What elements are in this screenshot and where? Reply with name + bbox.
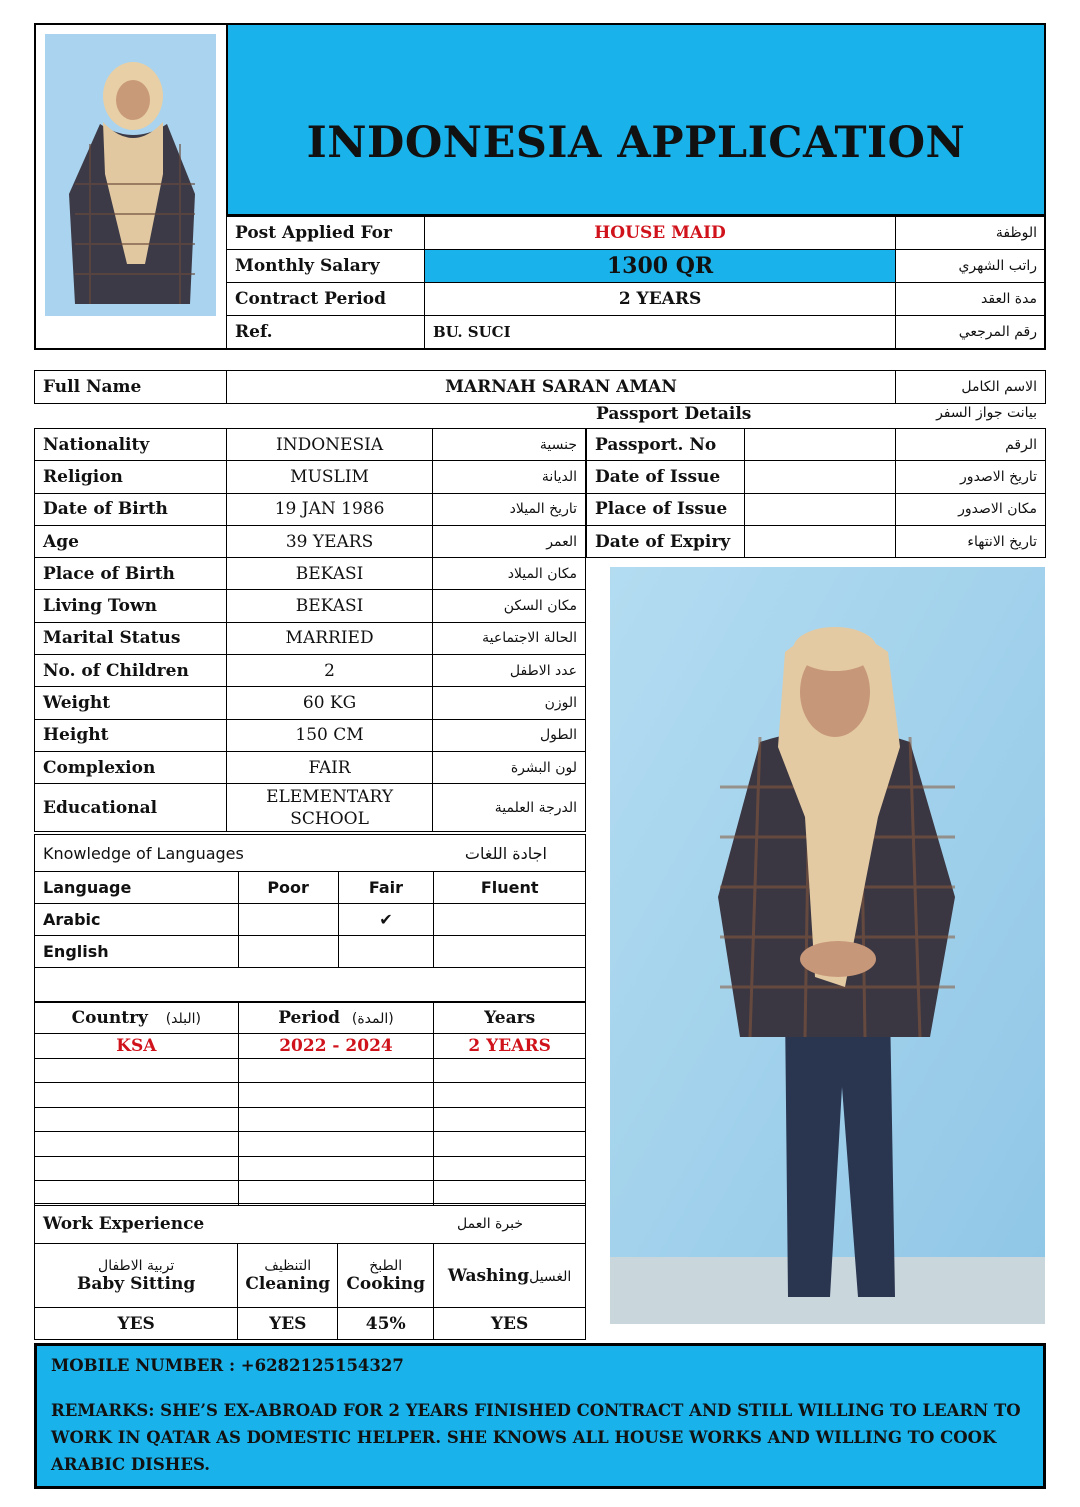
skill-value: YES bbox=[434, 1308, 586, 1340]
passport-row bbox=[587, 429, 1046, 461]
skill-washing bbox=[434, 1244, 586, 1308]
passport-value bbox=[744, 429, 895, 461]
personal-row bbox=[35, 655, 586, 687]
work-experience-table bbox=[34, 1203, 586, 1340]
personal-row bbox=[35, 784, 586, 832]
language-poor bbox=[238, 936, 338, 968]
language-row bbox=[35, 904, 586, 936]
work-skills-row bbox=[35, 1244, 586, 1308]
passport-label-ar: تاريخ الاصدور bbox=[896, 461, 1046, 493]
passport-row bbox=[587, 525, 1046, 557]
exp-header-country-ar: (البلد) bbox=[165, 1011, 201, 1027]
post-label: Post Applied For bbox=[227, 217, 425, 250]
personal-label-ar: الديانة bbox=[433, 461, 586, 493]
title-banner bbox=[226, 23, 1046, 216]
post-value: HOUSE MAID bbox=[424, 217, 895, 250]
ref-label-ar: رقم المرجعي bbox=[896, 316, 1046, 349]
languages-title-row bbox=[35, 835, 586, 872]
contract-value: 2 YEARS bbox=[424, 283, 895, 316]
skill-en: Cleaning bbox=[245, 1273, 331, 1294]
exp-header-country-label: Country bbox=[71, 1008, 148, 1028]
personal-label-ar: عدد الاطفل bbox=[433, 655, 586, 687]
personal-row bbox=[35, 622, 586, 654]
experience-header-row bbox=[35, 1003, 586, 1034]
ref-row bbox=[227, 316, 1046, 349]
passport-label: Passport. No bbox=[587, 429, 745, 461]
contract-label: Contract Period bbox=[227, 283, 425, 316]
passport-value bbox=[744, 461, 895, 493]
applicant-photo-large bbox=[610, 567, 1045, 1324]
personal-label-ar: الدرجة العلمية bbox=[433, 784, 586, 832]
lang-header-fair: Fair bbox=[338, 872, 434, 904]
exp-country: KSA bbox=[35, 1034, 239, 1059]
personal-label: Educational bbox=[35, 784, 227, 832]
passport-details-title-ar: بيانت جواز السفر bbox=[936, 405, 1037, 421]
skill-ar: تربية الاطفال bbox=[98, 1257, 175, 1274]
personal-value: MUSLIM bbox=[226, 461, 433, 493]
passport-label-ar: الرقم bbox=[896, 429, 1046, 461]
salary-row bbox=[227, 250, 1046, 283]
personal-value: 39 YEARS bbox=[226, 525, 433, 557]
skill-ar: التنظيف bbox=[264, 1257, 312, 1274]
work-experience-title: Work Experience bbox=[35, 1204, 338, 1244]
personal-value: BEKASI bbox=[226, 558, 433, 590]
exp-header-years: Years bbox=[434, 1003, 586, 1034]
personal-label: Nationality bbox=[35, 429, 227, 461]
languages-title: Knowledge of Languages bbox=[35, 835, 339, 872]
personal-row bbox=[35, 461, 586, 493]
personal-value: 19 JAN 1986 bbox=[226, 493, 433, 525]
personal-row bbox=[35, 590, 586, 622]
personal-label: Marital Status bbox=[35, 622, 227, 654]
personal-value: BEKASI bbox=[226, 590, 433, 622]
full-name-table bbox=[34, 370, 1046, 404]
footer-panel bbox=[34, 1343, 1046, 1489]
personal-value: 60 KG bbox=[226, 687, 433, 719]
work-title-row bbox=[35, 1204, 586, 1244]
personal-row bbox=[35, 525, 586, 557]
personal-value: MARRIED bbox=[226, 622, 433, 654]
post-row bbox=[227, 217, 1046, 250]
personal-label: Height bbox=[35, 719, 227, 751]
passport-details-title: Passport Details bbox=[596, 404, 752, 424]
experience-empty-row bbox=[35, 1083, 586, 1108]
personal-label: Living Town bbox=[35, 590, 227, 622]
personal-label-ar: الوزن bbox=[433, 687, 586, 719]
passport-value bbox=[744, 493, 895, 525]
full-name-label-ar: الاسم الكامل bbox=[896, 371, 1046, 404]
passport-label-ar: تاريخ الانتهاء bbox=[896, 525, 1046, 557]
personal-value: 150 CM bbox=[226, 719, 433, 751]
ref-label: Ref. bbox=[227, 316, 425, 349]
personal-label-ar: جنسية bbox=[433, 429, 586, 461]
personal-label: Religion bbox=[35, 461, 227, 493]
language-name: English bbox=[35, 936, 239, 968]
experience-empty-row bbox=[35, 1156, 586, 1181]
personal-value: FAIR bbox=[226, 751, 433, 783]
languages-header-row bbox=[35, 872, 586, 904]
page-title: INDONESIA APPLICATION bbox=[306, 117, 966, 168]
personal-label-ar: الطول bbox=[433, 719, 586, 751]
language-poor bbox=[238, 904, 338, 936]
contract-label-ar: مدة العقد bbox=[896, 283, 1046, 316]
personal-row bbox=[35, 751, 586, 783]
personal-label: Weight bbox=[35, 687, 227, 719]
exp-header-period bbox=[238, 1003, 434, 1034]
contract-row bbox=[227, 283, 1046, 316]
work-values-row bbox=[35, 1308, 586, 1340]
passport-row bbox=[587, 461, 1046, 493]
mobile-number: MOBILE NUMBER : +6282125154327 bbox=[51, 1356, 404, 1375]
exp-header-period-ar: (المدة) bbox=[351, 1011, 394, 1027]
experience-table bbox=[34, 1002, 586, 1206]
skill-cleaning bbox=[238, 1244, 338, 1308]
personal-value: INDONESIA bbox=[226, 429, 433, 461]
full-name-label: Full Name bbox=[35, 371, 227, 404]
personal-label-ar: مكان الميلاد bbox=[433, 558, 586, 590]
languages-table bbox=[34, 834, 586, 1002]
skill-value: 45% bbox=[338, 1308, 434, 1340]
full-name-row bbox=[35, 371, 1046, 404]
personal-row bbox=[35, 687, 586, 719]
passport-label: Date of Expiry bbox=[587, 525, 745, 557]
experience-empty-row bbox=[35, 1107, 586, 1132]
remarks: REMARKS: SHE’S EX-ABROAD FOR 2 YEARS FINISHED CONTRACT AND STILL WILLING TO LEARN TO WORK IN QATAR AS DOMESTIC HELPER. SHE KNOWS ALL HOUSE WORKS AND WILLING TO COOK ARABIC DISHES. bbox=[51, 1401, 1021, 1474]
personal-label-ar: تاريخ الميلاد bbox=[433, 493, 586, 525]
salary-label-ar: راتب الشهري bbox=[896, 250, 1046, 283]
personal-label-ar: مكان السكن bbox=[433, 590, 586, 622]
skill-value: YES bbox=[35, 1308, 238, 1340]
salary-label: Monthly Salary bbox=[227, 250, 425, 283]
salary-value: 1300 QR bbox=[424, 250, 895, 283]
checkmark-icon: ✔ bbox=[338, 904, 434, 936]
personal-value: 2 bbox=[226, 655, 433, 687]
personal-label-ar: لون البشرة bbox=[433, 751, 586, 783]
skill-en: Baby Sitting bbox=[77, 1273, 196, 1294]
personal-value: ELEMENTARY SCHOOL bbox=[226, 784, 433, 832]
experience-row bbox=[35, 1034, 586, 1059]
personal-row bbox=[35, 558, 586, 590]
passport-value bbox=[744, 525, 895, 557]
applicant-photo-small bbox=[45, 34, 216, 316]
personal-label: Age bbox=[35, 525, 227, 557]
skill-value: YES bbox=[238, 1308, 338, 1340]
personal-label: No. of Children bbox=[35, 655, 227, 687]
experience-empty-row bbox=[35, 1181, 586, 1206]
language-fair bbox=[338, 936, 434, 968]
work-experience-title-ar: خبرة العمل bbox=[338, 1204, 586, 1244]
language-name: Arabic bbox=[35, 904, 239, 936]
passport-label: Date of Issue bbox=[587, 461, 745, 493]
lang-header-language: Language bbox=[35, 872, 239, 904]
exp-header-period-label: Period bbox=[278, 1008, 340, 1028]
passport-row bbox=[587, 493, 1046, 525]
post-details-table bbox=[226, 216, 1046, 349]
personal-row bbox=[35, 493, 586, 525]
language-fluent bbox=[434, 936, 586, 968]
personal-label: Complexion bbox=[35, 751, 227, 783]
personal-label: Date of Birth bbox=[35, 493, 227, 525]
skill-en: Cooking bbox=[346, 1273, 426, 1294]
experience-empty-row bbox=[35, 1058, 586, 1083]
personal-details-table bbox=[34, 428, 586, 832]
language-fluent bbox=[434, 904, 586, 936]
languages-title-ar: اجادة اللغات bbox=[338, 835, 585, 872]
experience-empty-row bbox=[35, 1132, 586, 1157]
personal-label: Place of Birth bbox=[35, 558, 227, 590]
passport-label: Place of Issue bbox=[587, 493, 745, 525]
passport-details-table bbox=[586, 428, 1046, 558]
personal-label-ar: الحالة الاجتماعية bbox=[433, 622, 586, 654]
skill-en: Washing bbox=[447, 1265, 530, 1286]
skill-cooking bbox=[338, 1244, 434, 1308]
personal-label-ar: العمر bbox=[433, 525, 586, 557]
skill-ar: الغسيل bbox=[529, 1268, 572, 1285]
language-row bbox=[35, 936, 586, 968]
post-label-ar: الوظفة bbox=[896, 217, 1046, 250]
spacer-row bbox=[35, 968, 586, 1002]
exp-period: 2022 - 2024 bbox=[238, 1034, 434, 1059]
skill-baby-sitting bbox=[35, 1244, 238, 1308]
lang-header-poor: Poor bbox=[238, 872, 338, 904]
personal-row bbox=[35, 719, 586, 751]
skill-ar: الطبخ bbox=[369, 1257, 403, 1274]
ref-value: BU. SUCI bbox=[424, 316, 895, 349]
full-name-value: MARNAH SARAN AMAN bbox=[226, 371, 895, 404]
lang-header-fluent: Fluent bbox=[434, 872, 586, 904]
passport-label-ar: مكان الاصدور bbox=[896, 493, 1046, 525]
exp-header-country bbox=[35, 1003, 239, 1034]
personal-row bbox=[35, 429, 586, 461]
exp-years: 2 YEARS bbox=[434, 1034, 586, 1059]
